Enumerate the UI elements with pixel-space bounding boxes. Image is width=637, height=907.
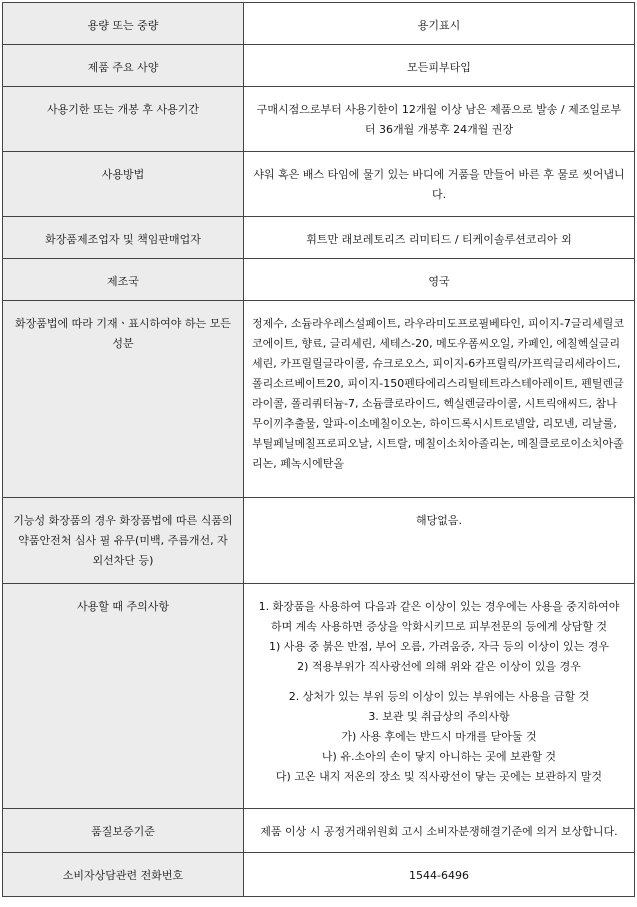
product-info-table — [2, 2, 635, 897]
row-label: 화장품제조업자 및 책임판매업자 — [3, 217, 244, 259]
caution-value — [244, 584, 635, 809]
row-label: 제품 주요 사양 — [3, 45, 244, 87]
caution-line: 1. 화장품을 사용하여 다음과 같은 이상이 있는 경우에는 사용을 중지하여야 하며 계속 사용하면 증상을 악화시키므로 피부전문의 등에게 상담할 것 — [258, 600, 620, 633]
caution-line: 다) 고온 내지 저온의 장소 및 직사광선이 닿는 곳에는 보관하지 말것 — [275, 770, 603, 783]
table-row — [3, 584, 635, 809]
caution-line: 2. 상처가 있는 부위 등의 이상이 있는 부위에는 사용을 금할 것 — [288, 690, 590, 703]
caution-line: 가) 사용 후에는 반드시 마개를 닫아둘 것 — [341, 730, 537, 743]
table-row — [3, 809, 635, 853]
row-label: 제조국 — [3, 259, 244, 301]
row-value: 휘트만 래보레토리즈 리미티드 / 티케이솔루션코리아 외 — [244, 217, 635, 259]
row-label: 화장품법에 따라 기재ㆍ표시하여야 하는 모든 성분 — [3, 301, 244, 498]
row-value: 영국 — [244, 259, 635, 301]
row-label: 기능성 화장품의 경우 화장품법에 따른 식품의약품안전처 심사 필 유무(미백, 주름개선, 자외선차단 등) — [3, 498, 244, 584]
row-value: 1544-6496 — [244, 853, 635, 897]
ingredients-value: 정제수, 소듐라우레스설페이트, 라우라미도프로필베타인, 피이지-7글리세릴코코에이트, 향료, 글리세린, 세테스-20, 메도우폼씨오일, 카페인, 에칠헥실글리세린, 카프릴릴글라이콜, 슈크로오스, 피이지-6카프릴릭/카프릭글리세라이드, 폴리소르베이트20, 피이지-150펜타에리스리틸테트라스테아레이트, 펜틸렌글라이콜, 폴리쿼터늄-7, 소듐클로라이드, 헥실렌글라이콜, 시트릭애씨드, 참나무이끼추출물, 알파-이소메칠이오논, 하이드록시시트로넬알, 리모넨, 리날룰, 부틸페닐메칠프로피오날, 시트랄, 메칠이소치아졸리논, 메칠클로로이소치아졸리논, 페녹시에탄올 — [244, 301, 635, 498]
row-label: 사용방법 — [3, 152, 244, 217]
row-label: 소비자상담관련 전화번호 — [3, 853, 244, 897]
table-row — [3, 87, 635, 152]
row-label: 용량 또는 중량 — [3, 3, 244, 45]
table-row — [3, 217, 635, 259]
caution-line: 1) 사용 중 붉은 반점, 부어 오름, 가려움증, 자극 등의 이상이 있는 경우 — [268, 640, 609, 653]
row-value: 용기표시 — [244, 3, 635, 45]
row-label: 사용기한 또는 개봉 후 사용기간 — [3, 87, 244, 152]
row-value: 모든피부타입 — [244, 45, 635, 87]
table-row — [3, 853, 635, 897]
row-label: 품질보증기준 — [3, 809, 244, 853]
table-row — [3, 152, 635, 217]
row-value: 구매시점으로부터 사용기한이 12개월 이상 남은 제품으로 발송 / 제조일로부터 36개월 개봉후 24개월 권장 — [244, 87, 635, 152]
caution-line: 나) 유.소아의 손이 닿지 아니하는 곳에 보관할 것 — [321, 750, 557, 763]
table-row — [3, 45, 635, 87]
row-value: 샤워 혹은 배스 타임에 물기 있는 바디에 거품을 만들어 바른 후 물로 씻어냅니다. — [244, 152, 635, 217]
caution-line: 2) 적용부위가 직사광선에 의해 위와 같은 이상이 있을 경우 — [297, 660, 581, 673]
row-label: 사용할 때 주의사항 — [3, 584, 244, 809]
caution-line: 3. 보관 및 취급상의 주의사항 — [368, 710, 510, 723]
table-row — [3, 301, 635, 498]
caution-spacer — [252, 677, 626, 687]
row-value: 제품 이상 시 공정거래위원회 고시 소비자분쟁해결기준에 의거 보상합니다. — [244, 809, 635, 853]
table-row — [3, 3, 635, 45]
table-row — [3, 259, 635, 301]
table-row — [3, 498, 635, 584]
row-value: 해당없음. — [244, 498, 635, 584]
